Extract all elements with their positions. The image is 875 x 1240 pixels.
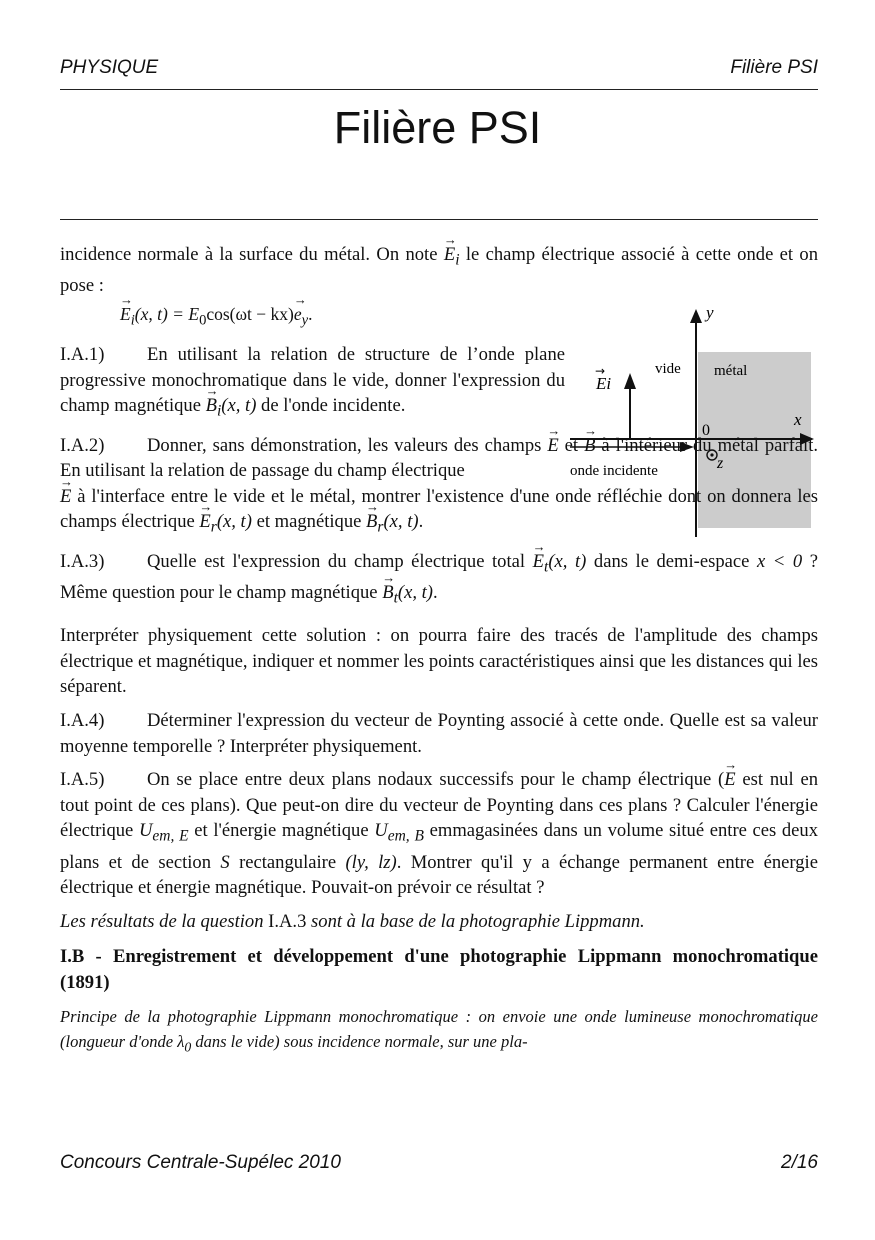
vector-ei: → E — [444, 242, 455, 268]
page-title: Filière PSI — [333, 102, 542, 153]
title-rule — [60, 219, 818, 220]
metal-label: métal — [714, 363, 748, 379]
ei-label-arrow: → — [595, 364, 606, 378]
footer-page-number: 2/16 — [781, 1152, 818, 1173]
question-ia5: I.A.5) On se place entre deux plans nodaux successifs pour le champ électrique (→ E est nul en tout point de ces plans). Que peut-on dire du vecteur de Poynting dans ces plans ? Calculer l'énergie électrique $U_{em, E}$ et l'énergie magnétique $U_{em, B}$ emmagasinées dans un volume situé entre ces deux plans et de section S rectangulaire (ly, lz). Montrer qu'il y a échange permanent entre énergie électrique et énergie magnétique. Pouvait-on prévoir ce résultat ? — [60, 767, 818, 901]
question-ia2: I.A.2) Donner, sans démonstration, les valeurs des champs → E et → B à l'intérieur du métal parfait. En utilisant la relation de passage du champ électrique → E à l'interface entre le vide et le métal, montrer l'existence d'une onde réfléchie dont on donnera les champs électrique → $E_r(x$, t) et magnétique → $B_r(x$, t). — [60, 433, 818, 541]
y-axis-label: y — [706, 305, 714, 322]
x-axis-label: x — [794, 410, 802, 429]
running-header-track: Filière PSI — [730, 57, 818, 78]
header-rule — [60, 89, 818, 90]
vide-label: vide — [655, 361, 681, 377]
page-body — [60, 242, 818, 1059]
lippmann-note: Les résultats de la question I.A.3 sont à la base de la photographie Lippmann. — [60, 910, 645, 932]
interpretation-paragraph: Interpréter physiquement cette solution : on pourra faire des tracés de l'amplitude des champs électrique et magnétique, indiquer et nommer les points caractéristiques ainsi que les distances qui les séparent. — [60, 625, 818, 698]
principle-paragraph: Principe de la photographie Lippmann monochromatique : on envoie une onde lumineuse monochromatique (longueur d'onde $\lambda_0$ dans le vide) sous incidence normale, sur une pla- — [60, 1006, 818, 1054]
intro-paragraph: incidence normale à la surface du métal. On note → $E_i$ le champ électrique associé à cette onde et on pose : — [60, 242, 818, 299]
z-axis-label: z — [717, 455, 724, 472]
question-ia3: I.A.3) Quelle est l'expression du champ électrique total → $E_t(x$, t) dans le demi-espace x < 0 ? Même question pour le champ magnétique → $B_t(x$, t). — [60, 549, 818, 612]
running-header-subject: PHYSIQUE — [60, 57, 159, 78]
incident-wave-label: onde incidente — [570, 463, 658, 479]
section-heading-ib: I.B - Enregistrement et développement d'une photographie Lippmann monochromatique (1891) — [60, 946, 818, 994]
ei-label: Ei — [596, 374, 612, 393]
origin-label: 0 — [702, 422, 710, 439]
footer-contest: Concours Centrale-Supélec 2010 — [60, 1152, 341, 1173]
question-ia1: I.A.1) En utilisant la relation de structure de l’onde plane progressive monochromatique dans le vide, donner l'expression du champ magnétique → $B_i(x$, t) de l'onde incidente. — [60, 342, 565, 425]
question-ia4: I.A.4) Déterminer l'expression du vecteur de Poynting associé à cette onde. Quelle est sa valeur moyenne temporelle ? Interpréter physiquement. — [60, 710, 818, 757]
incident-field-equation: → $E_i(x$, $t) = E_0\cos(\omega t - kx)\to e_y$. — [120, 302, 818, 334]
